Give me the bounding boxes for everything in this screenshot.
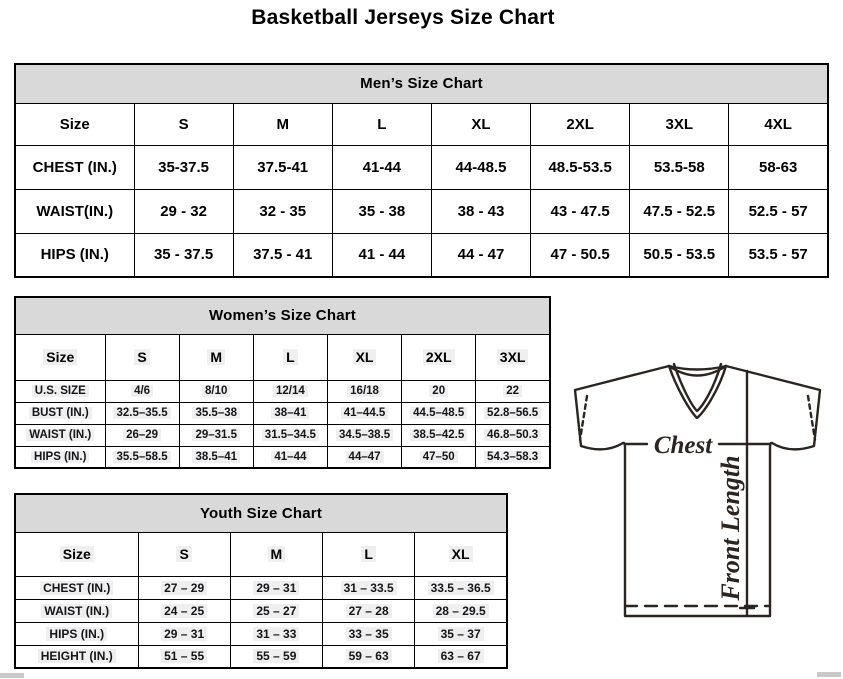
- youth-cell-text: 25 – 27: [253, 604, 299, 618]
- women-cell: [179, 380, 253, 402]
- youth-row-label: [15, 599, 138, 622]
- women-cell-text: 46.8–50.3: [484, 429, 541, 441]
- women-cell: [476, 446, 550, 468]
- men-column-header: XL: [431, 103, 530, 145]
- women-title-row: [15, 297, 550, 334]
- youth-data-row: [15, 599, 507, 622]
- women-cell: [179, 402, 253, 424]
- youth-cell-text: 28 – 29.5: [433, 604, 489, 618]
- men-row-label: CHEST (IN.): [15, 145, 134, 189]
- women-cell-text: 41–44: [271, 451, 309, 463]
- collar-back-arc: [669, 366, 726, 370]
- women-cell-text: 22: [503, 385, 522, 397]
- youth-cell-text: 31 – 33: [253, 627, 299, 641]
- youth-title-row: [15, 494, 507, 532]
- men-cell: 47 - 50.5: [531, 233, 630, 277]
- men-column-header: L: [332, 103, 431, 145]
- women-cell-text: 35.5–38: [192, 407, 240, 419]
- youth-cell: [415, 645, 507, 668]
- youth-cell-text: 29 – 31: [161, 627, 207, 641]
- women-cell-text: 26–29: [123, 429, 161, 441]
- mens-size-chart-table: [14, 63, 829, 278]
- youth-row-label-text: HIPS (IN.): [46, 627, 107, 641]
- women-column-header: [179, 334, 253, 380]
- women-cell: [476, 402, 550, 424]
- youth-row-label-text: WAIST (IN.): [41, 604, 112, 618]
- youth-column-header-text: M: [268, 546, 286, 562]
- youth-cell: [415, 599, 507, 622]
- page-title: Basketball Jerseys Size Chart: [251, 6, 555, 29]
- youth-cell: [323, 576, 415, 599]
- youth-column-header: [138, 532, 230, 576]
- youth-cell: [323, 622, 415, 645]
- women-cell: [402, 424, 476, 446]
- men-cell: 29 - 32: [134, 189, 233, 233]
- front-length-label: Front Length: [716, 455, 745, 601]
- youth-cell: [230, 599, 322, 622]
- women-cell-text: 29–31.5: [192, 429, 240, 441]
- women-cell-text: 31.5–34.5: [262, 429, 319, 441]
- men-column-header: S: [134, 103, 233, 145]
- youth-cell-text: 27 – 28: [346, 604, 392, 618]
- women-cell-text: 34.5–38.5: [336, 429, 393, 441]
- women-table-title: Women’s Size Chart: [15, 297, 550, 334]
- youth-cell-text: 33 – 35: [346, 627, 392, 641]
- women-cell: [179, 446, 253, 468]
- women-row-label: [15, 446, 105, 468]
- men-cell: 47.5 - 52.5: [630, 189, 729, 233]
- women-column-header: [402, 334, 476, 380]
- youth-cell-text: 27 – 29: [161, 581, 207, 595]
- jersey-measurement-diagram: [566, 360, 830, 622]
- men-cell: 48.5-53.5: [531, 145, 630, 189]
- youth-cell: [230, 622, 322, 645]
- youth-column-header-text: XL: [449, 546, 473, 562]
- men-column-header: 4XL: [729, 103, 828, 145]
- men-column-header: 2XL: [531, 103, 630, 145]
- women-cell: [476, 380, 550, 402]
- youth-row-label-text: CHEST (IN.): [40, 581, 113, 595]
- youth-row-label-text: HEIGHT (IN.): [38, 649, 116, 663]
- youth-cell-text: 35 – 37: [438, 627, 484, 641]
- scrollbar-fragment-left[interactable]: [0, 673, 24, 678]
- men-table-title: Men’s Size Chart: [15, 64, 828, 103]
- women-column-header: [15, 334, 105, 380]
- men-cell: 41 - 44: [332, 233, 431, 277]
- youth-cell-text: 63 – 67: [438, 649, 484, 663]
- women-column-header-text: XL: [353, 349, 377, 365]
- women-cell-text: 41–44.5: [341, 407, 389, 419]
- men-title-row: [15, 64, 828, 103]
- men-cell: 43 - 47.5: [531, 189, 630, 233]
- youth-cell: [415, 576, 507, 599]
- youth-cell: [230, 645, 322, 668]
- women-cell: [402, 446, 476, 468]
- women-cell: [253, 380, 327, 402]
- youth-cell: [138, 645, 230, 668]
- women-cell-text: 20: [429, 385, 448, 397]
- women-cell: [327, 424, 401, 446]
- men-cell: 53.5-58: [630, 145, 729, 189]
- women-column-header-text: Size: [43, 349, 77, 365]
- youth-cell: [138, 599, 230, 622]
- men-cell: 50.5 - 53.5: [630, 233, 729, 277]
- women-column-header-text: 3XL: [497, 349, 529, 365]
- youth-column-header-text: L: [361, 546, 376, 562]
- youth-data-row: [15, 645, 507, 668]
- men-header-row: [15, 103, 828, 145]
- women-row-label-text: BUST (IN.): [29, 407, 92, 419]
- youth-cell: [230, 576, 322, 599]
- women-column-header: [476, 334, 550, 380]
- youth-data-row: [15, 622, 507, 645]
- youth-cell-text: 59 – 63: [346, 649, 392, 663]
- men-cell: 44-48.5: [431, 145, 530, 189]
- women-cell: [327, 446, 401, 468]
- men-data-row: [15, 233, 828, 277]
- women-row-label: [15, 402, 105, 424]
- women-data-row: [15, 402, 550, 424]
- youth-column-header: [323, 532, 415, 576]
- youth-cell: [323, 645, 415, 668]
- womens-size-chart-table: [14, 296, 551, 469]
- youth-column-header-text: Size: [60, 546, 94, 562]
- men-cell: 35 - 37.5: [134, 233, 233, 277]
- youth-cell-text: 51 – 55: [161, 649, 207, 663]
- women-cell-text: 44.5–48.5: [410, 407, 467, 419]
- women-cell-text: 4/6: [131, 385, 153, 397]
- men-cell: 35-37.5: [134, 145, 233, 189]
- women-row-label-text: WAIST (IN.): [26, 429, 94, 441]
- women-data-row: [15, 424, 550, 446]
- women-column-header-text: S: [134, 349, 149, 365]
- youth-cell-text: 24 – 25: [161, 604, 207, 618]
- women-cell: [105, 446, 179, 468]
- right-cuff-dashed-line: [808, 396, 815, 440]
- women-row-label-text: U.S. SIZE: [32, 385, 89, 397]
- youth-header-row: [15, 532, 507, 576]
- women-cell-text: 52.8–56.5: [484, 407, 541, 419]
- youth-cell: [323, 599, 415, 622]
- men-data-row: [15, 145, 828, 189]
- youth-size-chart-table: [14, 493, 508, 669]
- youth-cell-text: 29 – 31: [253, 581, 299, 595]
- youth-cell: [138, 622, 230, 645]
- men-row-label: HIPS (IN.): [15, 233, 134, 277]
- youth-column-header-text: S: [176, 546, 191, 562]
- men-cell: 53.5 - 57: [729, 233, 828, 277]
- women-cell-text: 38.5–41: [192, 451, 240, 463]
- youth-cell: [138, 576, 230, 599]
- women-cell-text: 38.5–42.5: [410, 429, 467, 441]
- youth-cell-text: 55 – 59: [253, 649, 299, 663]
- jersey-outline: [575, 366, 820, 616]
- women-cell: [105, 380, 179, 402]
- women-data-row: [15, 446, 550, 468]
- youth-column-header: [15, 532, 138, 576]
- chest-label: Chest: [653, 432, 713, 459]
- men-cell: 58-63: [729, 145, 828, 189]
- youth-cell-text: 31 – 33.5: [341, 581, 397, 595]
- women-cell-text: 8/10: [202, 385, 230, 397]
- women-cell: [253, 402, 327, 424]
- women-column-header: [327, 334, 401, 380]
- women-cell: [253, 424, 327, 446]
- women-cell: [105, 402, 179, 424]
- women-column-header-text: L: [283, 349, 298, 365]
- women-row-label: [15, 380, 105, 402]
- women-column-header-text: M: [207, 349, 225, 365]
- women-cell-text: 16/18: [347, 385, 382, 397]
- women-cell-text: 54.3–58.3: [484, 451, 541, 463]
- men-cell: 32 - 35: [233, 189, 332, 233]
- left-cuff-dashed-line: [580, 396, 587, 440]
- women-cell-text: 47–50: [420, 451, 458, 463]
- youth-row-label: [15, 576, 138, 599]
- youth-column-header: [415, 532, 507, 576]
- women-cell: [327, 402, 401, 424]
- men-cell: 37.5 - 41: [233, 233, 332, 277]
- women-column-header: [105, 334, 179, 380]
- women-cell: [179, 424, 253, 446]
- men-cell: 38 - 43: [431, 189, 530, 233]
- women-cell: [402, 380, 476, 402]
- men-data-row: [15, 189, 828, 233]
- men-column-header: Size: [15, 103, 134, 145]
- men-cell: 35 - 38: [332, 189, 431, 233]
- women-cell-text: 35.5–58.5: [113, 451, 170, 463]
- women-cell: [253, 446, 327, 468]
- men-cell: 52.5 - 57: [729, 189, 828, 233]
- women-column-header: [253, 334, 327, 380]
- women-header-row: [15, 334, 550, 380]
- women-cell: [402, 402, 476, 424]
- women-cell-text: 44–47: [346, 451, 384, 463]
- youth-cell: [415, 622, 507, 645]
- women-cell: [105, 424, 179, 446]
- women-cell-text: 32.5–35.5: [113, 407, 170, 419]
- men-row-label: WAIST(IN.): [15, 189, 134, 233]
- women-cell-text: 12/14: [273, 385, 308, 397]
- men-cell: 44 - 47: [431, 233, 530, 277]
- scrollbar-fragment-right[interactable]: [817, 672, 841, 677]
- women-data-row: [15, 380, 550, 402]
- women-cell-text: 38–41: [271, 407, 309, 419]
- youth-cell-text: 33.5 – 36.5: [428, 581, 494, 595]
- men-cell: 37.5-41: [233, 145, 332, 189]
- youth-row-label: [15, 622, 138, 645]
- youth-row-label: [15, 645, 138, 668]
- women-column-header-text: 2XL: [423, 349, 455, 365]
- women-row-label: [15, 424, 105, 446]
- youth-data-row: [15, 576, 507, 599]
- men-cell: 41-44: [332, 145, 431, 189]
- men-column-header: M: [233, 103, 332, 145]
- women-row-label-text: HIPS (IN.): [31, 451, 89, 463]
- youth-table-title: Youth Size Chart: [15, 494, 507, 532]
- women-cell: [327, 380, 401, 402]
- men-column-header: 3XL: [630, 103, 729, 145]
- women-cell: [476, 424, 550, 446]
- youth-column-header: [230, 532, 322, 576]
